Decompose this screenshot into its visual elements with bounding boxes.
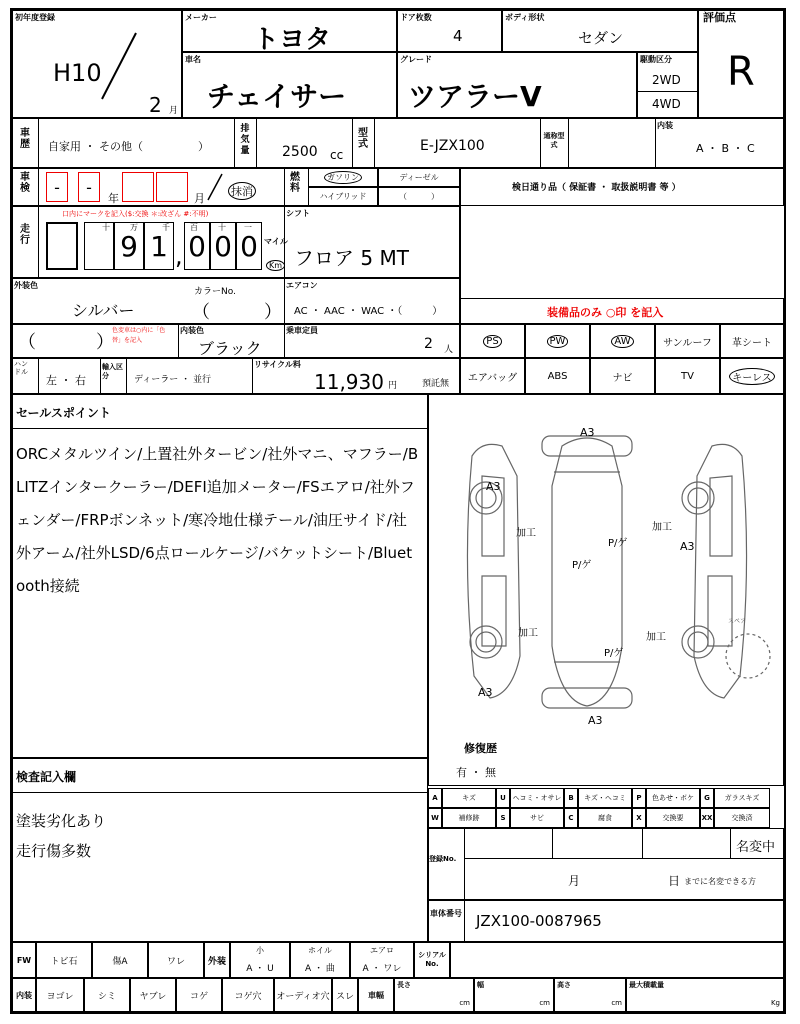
mileage-digit-5: 0 [210,222,236,270]
legend-desc: 補修跡 [442,808,496,828]
maker-label: メーカー [185,13,217,22]
carname-box [182,52,397,118]
exterior-group-title: エアロ [370,946,394,955]
legend-desc: キズ・ヘコミ [578,788,632,808]
legend-desc: サビ [510,808,564,828]
insp-box-1: - [46,172,68,202]
auction-sheet [10,8,786,1014]
interior-damage-item: オーディオ穴 [274,978,332,1012]
interior-label: 内装 [657,121,673,130]
class-label: 通称型式 [543,132,565,149]
repair-value: 有 ・ 無 [456,766,496,779]
grade-box [397,52,637,118]
mark-11: A3 [478,686,493,699]
grade-value: ツアラーV [408,80,542,113]
mark-5: 加工 [652,522,672,533]
legend-code: XX [700,808,714,828]
legend-desc: キズ [442,788,496,808]
mark-9: 加工 [646,632,666,643]
int-color-label: 内装色 [180,326,204,335]
mark-12: A3 [588,714,603,727]
slash-mark [98,31,138,101]
legend-desc: 腐食 [578,808,632,828]
fuel-gasoline: ガソリン [308,168,378,187]
equip-tv: TV [655,358,720,394]
yen-unit: 円 [388,381,398,391]
mileage-digit-2: 9 [114,222,144,270]
recycle-label: リサイクル料 [254,360,301,369]
exterior-group-title: 小 [256,946,264,955]
mileage-digit-6: 0 [236,222,262,270]
unit-label-2: 万 [130,223,138,232]
inspection-line-2: 走行傷多数 [16,842,92,860]
ac-label: エアコン [286,281,318,290]
size-cell [394,978,474,1012]
color-no-value: （ ） [192,302,282,323]
mile-label: マイル [264,237,288,246]
equip-header-text: 装備品のみ ○印 を記入 [547,306,664,319]
inspection-notes-title: 検査記入欄 [16,770,77,784]
mileage-comma: , [175,242,183,270]
capacity-value: 2 [424,336,433,352]
mark-4: P/ゲ [608,538,628,549]
reg-day: 日 [668,874,681,888]
history-value: 自家用 ・ その他（ ） [48,140,209,153]
color-no-label: カラーNo. [194,287,236,297]
insp-box-3 [122,172,154,202]
unit-label-4: 百 [190,223,198,232]
size-cell-unit: cm [611,999,622,1007]
insp-box-2: - [78,172,100,202]
int-color-value: ブラック [198,339,262,358]
size-label: 車幅 [358,978,394,1012]
drive-label: 駆動区分 [640,55,672,64]
interior-grades: A ・ B ・ C [696,142,755,155]
displacement-label: 排気量 [240,124,250,156]
repair-label: 修復歴 [464,742,497,755]
size-cell-label: 高さ [557,981,571,989]
equip-sunroof: サンルーフ [655,324,720,358]
legend-desc: ガラスキズ [714,788,770,808]
equip-keyless: キーレス [720,358,784,394]
exterior-group [230,942,290,978]
import-label: 輸入区分 [102,363,123,380]
legend-code: U [496,788,510,808]
fw-item: ワレ [148,942,204,978]
maker-value: トヨタ [253,25,332,55]
vin-value: JZX100-0087965 [476,912,602,930]
carname-value: チェイサー [207,80,347,113]
interior-damage-item: ヤブレ [130,978,176,1012]
import-value: ディーラー ・ 並行 [134,375,212,385]
reg-deadline: までに名変できる方 [684,877,756,886]
first-reg-month: 2 [149,93,162,117]
legend-code: W [428,808,442,828]
size-cell-label: 幅 [477,981,484,989]
capacity-unit: 人 [444,345,454,355]
legend-code: P [632,788,646,808]
change-paren-left: （ [18,332,36,353]
inspection-label: 車検 [20,172,30,194]
equip-airbag: エアバッグ [460,358,525,394]
handle-label: ハンドル [14,360,28,376]
first-reg-label: 初年度登録 [15,13,55,22]
legend-desc: ヘコミ・オサレ [510,788,564,808]
size-cell [554,978,626,1012]
fuel-hybrid: ハイブリッド [308,187,378,206]
legend-desc: 交換要 [646,808,700,828]
mileage-digit-4: 0 [184,222,210,270]
shift-value: フロア 5 MT [294,246,409,270]
mark-1: A3 [580,426,595,439]
fw-item: トビ石 [36,942,92,978]
deposit-note: 預託無 [422,379,450,389]
ext-color-label: 外装色 [14,281,38,290]
equip-pw: PW [525,324,590,358]
expired-mark: 抹消 [228,182,256,200]
recycle-value: 11,930 [314,370,384,394]
serial-label: シリアルNo. [414,942,450,978]
eval-label: 評価点 [703,11,736,24]
mark-10: P/ゲ [604,648,624,659]
doors-label: ドア枚数 [400,13,432,22]
unit-label-6: 一 [244,223,252,232]
change-paren-right: ） [96,332,114,353]
interior-damage-item: コゲ [176,978,222,1012]
size-cell-label: 最大積載量 [629,981,664,989]
mileage-note: 口内にマークを記入($:交換 ＊:改ざん #:不明) [62,210,209,218]
legend-desc: 色あせ・ボケ [646,788,700,808]
legend-code: A [428,788,442,808]
size-cell-unit: cm [459,999,470,1007]
interior-label-bottom: 内装 [12,978,36,1012]
size-cell-unit: Kg [770,999,780,1007]
size-cell-unit: cm [539,999,550,1007]
equip-navi: ナビ [590,358,655,394]
mark-6: A3 [680,540,695,553]
legend-code: B [564,788,578,808]
month-unit: 月 [169,106,179,116]
drive-box [637,52,698,118]
sales-title: セールスポイント [16,406,111,420]
mileage-digit-0 [46,222,78,270]
drive-2wd: 2WD [652,73,681,87]
size-cell-label: 長さ [397,981,411,989]
first-registration-box [12,10,182,118]
registration-label: 登録No. [429,855,457,863]
body-label: ボディ形状 [505,13,545,22]
capacity-label: 乗車定員 [286,326,318,335]
month-unit-insp: 月 [194,192,205,205]
serial-value [450,942,784,978]
interior-damage-item: スレ [332,978,358,1012]
interior-damage-item: ヨゴレ [36,978,84,1012]
interior-damage-item: シミ [84,978,130,1012]
maker-box [182,10,397,55]
mark-7: P/ゲ [572,560,592,571]
history-label: 車歴 [20,128,30,150]
carname-label: 車名 [185,55,201,64]
exterior-label: 外装 [204,942,230,978]
vin-label: 車体番号 [430,909,462,918]
cc-unit: cc [330,148,344,162]
mileage-digit-3: 1 [144,222,174,270]
fuel-other: （ ） [378,187,460,206]
unit-label-5: 十 [218,223,226,232]
mark-8: 加工 [518,628,538,639]
handle-value: 左 ・ 右 [46,374,86,387]
eval-box [698,10,784,118]
color-change-note: 色変車は○内に「色替」を記入 [112,327,166,344]
fw-label: FW [12,942,36,978]
exterior-group-opts: A ・ U [246,964,274,974]
fw-item: 傷A [92,942,148,978]
sales-text: ORCメタルツイン/上置社外タービン/社外マニ、マフラー/BLITZインタークーラー/DEFI追加メーター/FSエアロ/社外フェンダー/FRPボンネット/寒冷地仕様テール/油圧サイド/社外アーム/社外LSD/6点ロールケージ/バケットシート/Bluetooth接続 [16,445,419,595]
doors-value: 4 [453,27,463,45]
size-cell [626,978,784,1012]
legend-code: S [496,808,510,828]
displacement-value: 2500 [282,144,318,160]
equip-ps: PS [460,324,525,358]
equip-aw: AW [590,324,655,358]
year-unit: 年 [108,192,119,205]
fuel-label: 燃料 [290,172,300,194]
spare-label: スペア [728,618,747,625]
eval-value: R [727,49,755,95]
shift-label: シフト [286,209,310,218]
interior-damage-item: コゲ穴 [222,978,274,1012]
slash-mark-2 [204,172,224,202]
exterior-group [290,942,350,978]
grade-label: グレード [400,55,432,64]
legend-code: X [632,808,646,828]
model-label: 型式 [358,128,368,150]
ac-value: AC ・ AAC ・ WAC ・（ ） [294,306,443,317]
unit-label-1: 十 [102,223,110,232]
equip-leather: 革シート [720,324,784,358]
car-diagram [442,416,772,726]
km-label: Km [266,260,285,271]
exterior-group-opts: A ・ 曲 [305,964,335,974]
insp-box-4 [156,172,188,202]
legend-desc: 交換済 [714,808,770,828]
exterior-group-title: ホイル [308,946,332,955]
mark-3: 加工 [516,528,536,539]
ext-color-value: シルバー [72,301,135,320]
name-change-label: 名変中 [736,840,776,855]
body-value: セダン [578,29,624,47]
doors-box [397,10,502,52]
first-reg-year: H10 [53,59,102,87]
inspection-line-1: 塗装劣化あり [16,812,107,830]
model-value: E-JZX100 [420,138,485,154]
mark-2: A3 [486,480,501,493]
exterior-group-opts: A ・ ワレ [362,964,402,974]
unit-label-3: 千 [162,223,170,232]
exterior-group [350,942,414,978]
documents-note: 検日通り品（ 保証書 ・ 取扱説明書 等 ） [512,183,681,193]
legend-code: C [564,808,578,828]
size-cell [474,978,554,1012]
drive-4wd: 4WD [652,97,681,111]
legend-code: G [700,788,714,808]
equip-abs: ABS [525,358,590,394]
body-box [502,10,698,52]
fuel-diesel: ディーゼル [378,168,460,187]
reg-month: 月 [568,874,581,888]
mileage-label: 走行 [20,224,30,246]
